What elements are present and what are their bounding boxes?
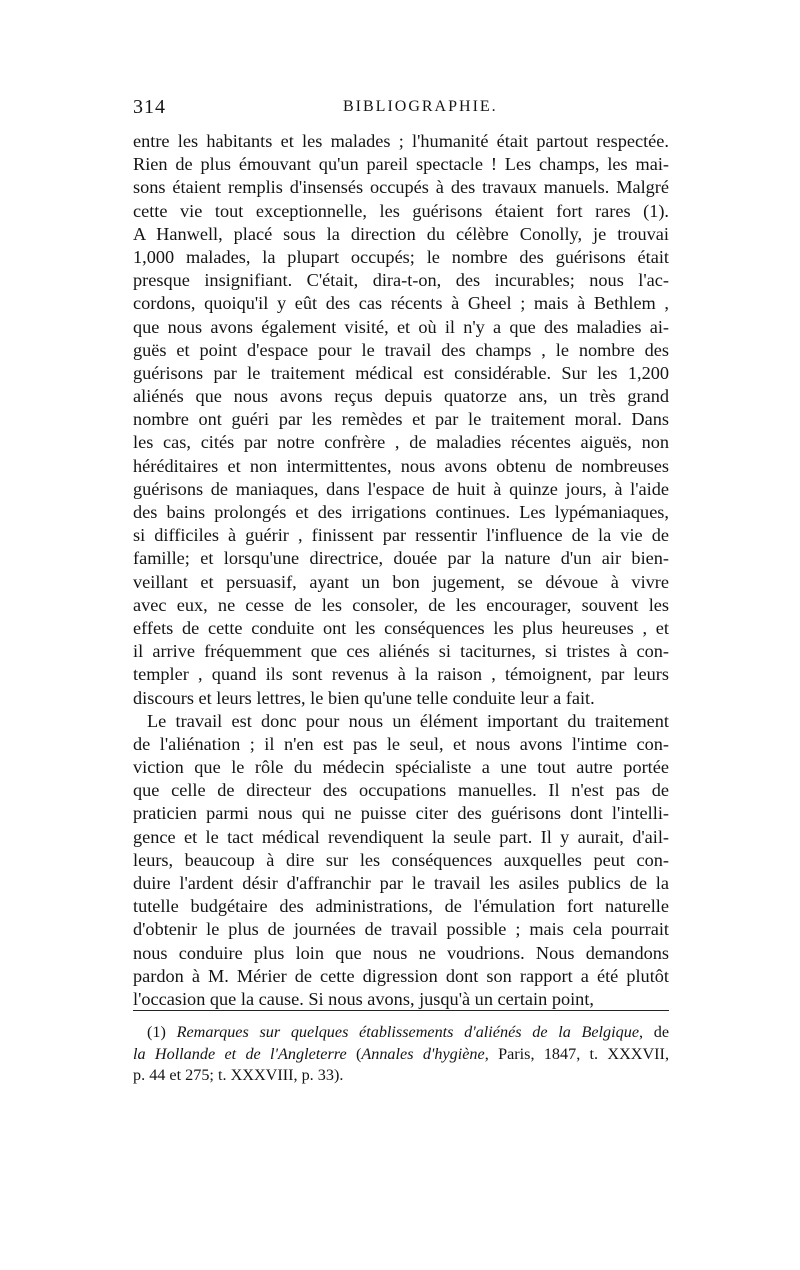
text-line: praticien parmi nous qui ne puisse citer des guérisons dont l'intelli- (133, 803, 669, 824)
text-line: famille; et lorsqu'une directrice, douée par la nature d'un air bien- (133, 548, 669, 569)
text-line: sons étaient remplis d'insensés occupés à des travaux manuels. Malgré (133, 177, 669, 198)
text-line: veillant et persuasif, ayant un bon jugement, se dévoue à vivre (133, 571, 669, 592)
text-line: que nous avons également visité, et où il n'y a que des maladies ai- (133, 316, 669, 337)
text-line: d'obtenir le plus de journées de travail possible ; mais cela pourrait (133, 919, 669, 940)
text-line: cette vie tout exceptionnelle, les guérisons étaient fort rares (1). (133, 200, 669, 221)
text-line: gence et le tact médical revendiquent la seule part. Il y aurait, d'ail- (133, 826, 669, 847)
text-line: cordons, quoiqu'il y eût des cas récents à Gheel ; mais à Bethlem , (133, 293, 669, 314)
text-line: guës et point d'espace pour le travail des champs , le nombre des (133, 339, 669, 360)
text-line: les cas, cités par notre confrère , de maladies récentes aiguës, non (133, 432, 669, 453)
text-line: entre les habitants et les malades ; l'humanité était partout respectée. (133, 131, 669, 151)
text-line: effets de cette conduite ont les conséquences les plus heureuses , et (133, 617, 669, 638)
text-line: nous conduire plus loin que nous ne voudrions. Nous demandons (133, 942, 669, 963)
page-header (133, 96, 669, 122)
body-text (133, 130, 669, 1011)
text-line: des bains prolongés et des irrigations continues. Les lypémaniaques, (133, 502, 669, 522)
text-line: Rien de plus émouvant qu'un pareil spectacle ! Les champs, les mai- (133, 154, 669, 175)
text-line: l'occasion que la cause. Si nous avons, jusqu'à un certain point, (133, 988, 594, 1009)
text-line: nombre ont guéri par les remèdes et par le traitement moral. Dans (133, 409, 669, 430)
text-line: de l'aliénation ; il n'en est pas le seul, et nous avons l'intime con- (133, 733, 669, 754)
running-head: BIBLIOGRAPHIE. (343, 98, 498, 115)
text-line: templer , quand ils sont revenus à la raison , témoignent, par leurs (133, 664, 669, 685)
text-line: guérisons par le traitement médical est considérable. Sur les 1,200 (133, 362, 669, 383)
text-line: A Hanwell, placé sous la direction du célèbre Conolly, je trouvai (133, 223, 669, 244)
footnote-line: p. 44 et 275; t. XXXVIII, p. 33). (133, 1066, 344, 1084)
text-line: guérisons de maniaques, dans l'espace de huit à quinze jours, à l'aide (133, 478, 669, 499)
text-line: héréditaires et non intermittentes, nous avons obtenu de nombreuses (133, 455, 669, 476)
footnote (133, 1022, 669, 1087)
footnote-separator (133, 1010, 669, 1011)
text-line: si difficiles à guérir , finissent par ressentir l'influence de la vie de (133, 525, 669, 546)
footnote-line: la Hollande et de l'Angleterre (Annales d'hygiène, Paris, 1847, t. XXXVII, (133, 1044, 669, 1063)
text-line: discours et leurs lettres, le bien qu'une telle conduite leur a fait. (133, 687, 595, 708)
text-line: viction que le rôle du médecin spécialiste a une tout autre portée (133, 757, 669, 778)
text-line: leurs, beaucoup à dire sur les conséquences auxquelles peut con- (133, 849, 669, 870)
text-line: duire l'ardent désir d'affranchir par le travail les asiles publics de la (133, 873, 669, 893)
page-number: 314 (133, 96, 166, 118)
text-line: 1,000 malades, la plupart occupés; le nombre des guérisons était (133, 246, 669, 267)
text-line: presque insignifiant. C'était, dira-t-on, des incurables; nous l'ac- (133, 270, 669, 291)
text-line: pardon à M. Mérier de cette digression dont son rapport a été plutôt (133, 965, 669, 986)
text-line: tutelle budgétaire des administrations, de l'émulation fort naturelle (133, 896, 669, 917)
text-line: avec eux, ne cesse de les consoler, de les encourager, souvent les (133, 594, 669, 615)
footnote-line: (1) Remarques sur quelques établissements d'aliénés de la Belgique, de (147, 1023, 669, 1041)
text-line: Le travail est donc pour nous un élément important du traitement (147, 710, 669, 731)
text-line: aliénés que nous avons reçus depuis quatorze ans, un très grand (133, 386, 669, 407)
text-line: que celle de directeur des occupations manuelles. Il n'est pas de (133, 780, 669, 801)
text-line: il arrive fréquemment que ces aliénés si taciturnes, si tristes à con- (133, 641, 669, 662)
